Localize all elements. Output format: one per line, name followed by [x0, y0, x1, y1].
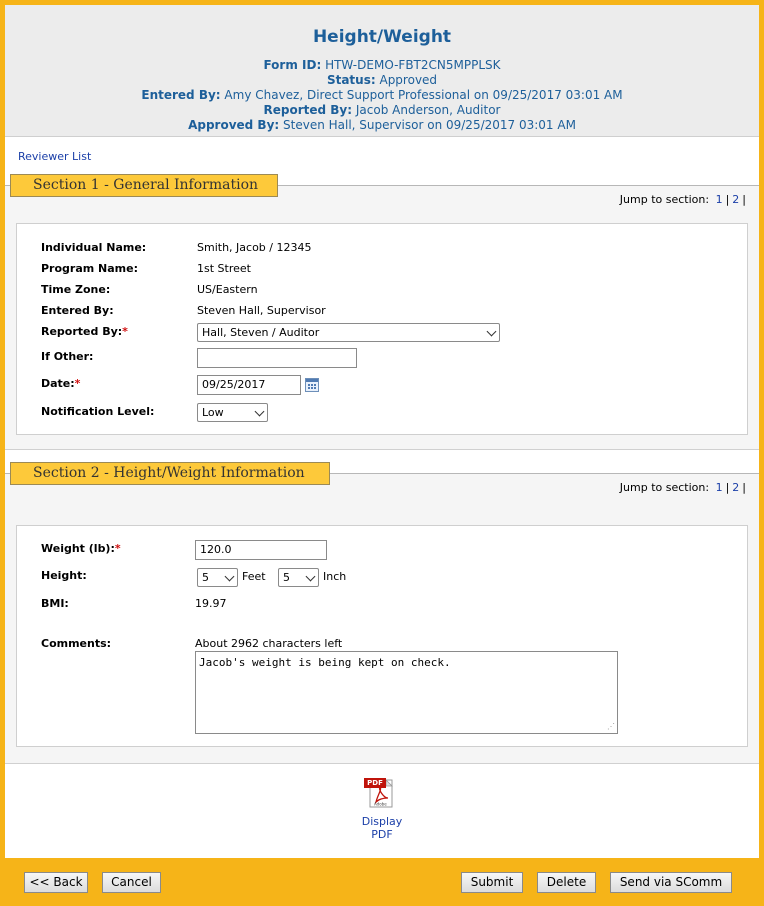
calendar-icon[interactable] [305, 378, 319, 392]
approved-by-value: Steven Hall, Supervisor on 09/25/2017 03:01 AM [283, 118, 576, 132]
date-text: Date: [41, 377, 75, 390]
back-button[interactable]: << Back [24, 872, 88, 893]
reported-by-select[interactable] [197, 323, 500, 342]
entered-by-label: Entered By: [141, 88, 221, 102]
entered-by-line [5, 88, 759, 102]
display-pdf-link[interactable]: Display PDF [361, 815, 403, 841]
time-zone-label: Time Zone: [41, 283, 111, 296]
status-value: Approved [379, 73, 438, 87]
if-other-input[interactable] [197, 348, 357, 368]
jump-section-1-link[interactable]: 1 [715, 481, 723, 494]
individual-name-label: Individual Name: [41, 241, 147, 254]
approved-by-line [5, 118, 759, 132]
section1-title: Section 1 - General Information [10, 174, 278, 197]
jump-separator: | [725, 193, 730, 206]
height-inch-select[interactable] [278, 568, 319, 587]
svg-text:Adobe: Adobe [374, 801, 387, 807]
reported-by-label: Reported By: [263, 103, 353, 117]
jump-section-2-link[interactable]: 2 [732, 481, 740, 494]
form-id-line [5, 58, 759, 72]
section1-jump [620, 193, 746, 206]
pdf-icon[interactable] [364, 778, 396, 808]
reported-by-text: Reported By: [41, 325, 123, 338]
jump-separator: | [725, 481, 730, 494]
height-label: Height: [41, 569, 87, 582]
program-name-value: 1st Street [197, 262, 251, 275]
notification-level-selected: Low [202, 406, 224, 419]
notification-level-select[interactable] [197, 403, 268, 422]
comments-text: Jacob's weight is being kept on check. [199, 656, 451, 669]
comments-textarea[interactable] [195, 651, 618, 734]
entered-by-field-value: Steven Hall, Supervisor [197, 304, 326, 317]
weight-input[interactable]: 120.0 [195, 540, 327, 560]
delete-button[interactable]: Delete [537, 872, 596, 893]
entered-by-field-label: Entered By: [41, 304, 114, 317]
required-marker: * [122, 325, 128, 338]
individual-name-value: Smith, Jacob / 12345 [197, 241, 312, 254]
bmi-label: BMI: [41, 597, 69, 610]
inch-unit-label: Inch [323, 570, 347, 583]
cancel-button[interactable]: Cancel [102, 872, 161, 893]
footer-bar [5, 858, 759, 901]
section2-title: Section 2 - Height/Weight Information [10, 462, 330, 485]
status-label: Status: [326, 73, 376, 87]
form-id-label: Form ID: [263, 58, 322, 72]
required-marker: * [74, 377, 81, 390]
entered-by-value: Amy Chavez, Direct Support Professional on 09/25/2017 03:01 AM [224, 88, 623, 102]
chevron-down-icon [487, 327, 497, 337]
section2-jump [620, 481, 746, 494]
characters-left-counter: About 2962 characters left [195, 637, 343, 650]
jump-section-2-link[interactable]: 2 [732, 193, 740, 206]
comments-label: Comments: [41, 637, 112, 650]
submit-button[interactable]: Submit [461, 872, 523, 893]
form-header [5, 5, 759, 137]
jump-separator: | [742, 193, 746, 206]
feet-unit-label: Feet [242, 570, 266, 583]
height-feet-select[interactable] [197, 568, 238, 587]
resize-grip-icon[interactable]: ⋰ [607, 722, 615, 731]
reported-by-field-label [41, 325, 128, 338]
reviewer-list-link[interactable]: Reviewer List [18, 150, 92, 163]
reported-by-selected: Hall, Steven / Auditor [202, 326, 320, 339]
chevron-down-icon [306, 572, 316, 582]
jump-label: Jump to section: [619, 481, 710, 494]
height-inch-selected: 5 [283, 571, 290, 584]
approved-by-label: Approved By: [188, 118, 280, 132]
pdf-badge: PDF [364, 778, 386, 788]
notification-level-label: Notification Level: [41, 405, 155, 418]
page-title: Height/Weight [312, 27, 452, 47]
required-marker: * [114, 542, 121, 555]
height-feet-selected: 5 [202, 571, 209, 584]
jump-separator: | [742, 481, 746, 494]
bmi-value: 19.97 [195, 597, 227, 610]
jump-label: Jump to section: [619, 193, 710, 206]
jump-section-1-link[interactable]: 1 [715, 193, 723, 206]
reported-by-line [5, 103, 759, 117]
send-via-scomm-button[interactable]: Send via SComm [610, 872, 732, 893]
weight-text: Weight (lb): [41, 542, 115, 555]
program-name-label: Program Name: [41, 262, 139, 275]
form-id-value: HTW-DEMO-FBT2CN5MPPLSK [325, 58, 501, 72]
status-line [5, 73, 759, 87]
chevron-down-icon [255, 407, 265, 417]
if-other-label: If Other: [41, 350, 94, 363]
date-label [41, 377, 80, 390]
time-zone-value: US/Eastern [197, 283, 258, 296]
weight-label [41, 542, 121, 555]
reported-by-value: Jacob Anderson, Auditor [355, 103, 501, 117]
date-input[interactable]: 09/25/2017 [197, 375, 301, 395]
chevron-down-icon [225, 572, 235, 582]
